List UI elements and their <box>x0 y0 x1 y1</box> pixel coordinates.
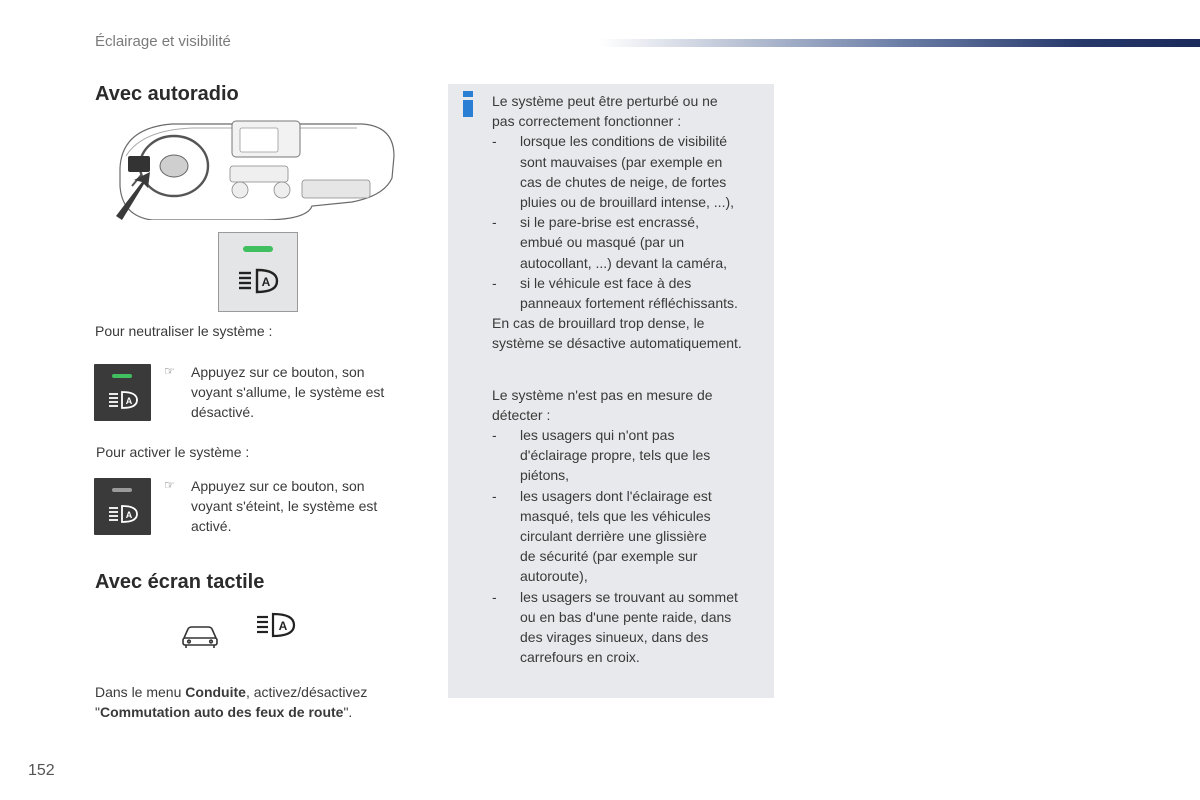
auto-high-beam-icon <box>108 390 140 410</box>
list-line: les usagers se trouvant au sommet <box>520 588 738 605</box>
section-title: Éclairage et visibilité <box>95 33 231 50</box>
enable-step <box>191 476 421 537</box>
enable-step-line: voyant s'éteint, le système est <box>191 498 378 515</box>
list-line: autocollant, ...) devant la caméra, <box>520 254 727 271</box>
car-icon <box>180 622 220 650</box>
info-line: détecter : <box>492 406 551 423</box>
auto-high-beam-icon <box>237 267 281 295</box>
list-line: les usagers qui n'ont pas <box>520 427 675 444</box>
disable-intro: Pour neutraliser le système : <box>95 323 273 339</box>
list-line: autoroute), <box>520 568 588 585</box>
heading-autoradio: Avec autoradio <box>95 83 239 105</box>
list-item <box>492 212 772 273</box>
indicator-led-off <box>112 488 132 492</box>
indicator-led-large <box>243 246 273 252</box>
menu-option-name: Commutation auto des feux de route <box>99 704 344 721</box>
list-item <box>492 425 772 486</box>
quote-open: " <box>95 704 100 721</box>
list-line: piétons, <box>520 467 570 484</box>
menu-text: Dans le menu <box>95 684 186 700</box>
info-content <box>492 91 772 667</box>
svg-text:A: A <box>278 619 288 633</box>
finger-pointer-icon: ☞ <box>164 364 175 378</box>
list-line: des virages sinueux, dans des <box>520 629 709 646</box>
dash-bullet: - <box>492 487 497 504</box>
header-gradient-bar <box>600 39 1200 47</box>
info-line: pas correctement fonctionner : <box>492 113 682 130</box>
quote-close: ". <box>343 704 353 721</box>
list-line: si le pare-brise est encrassé, <box>520 214 699 231</box>
enable-step-line: Appuyez sur ce bouton, son <box>191 478 365 494</box>
menu-instruction-line-1 <box>95 682 435 702</box>
list-line: circulant derrière une glissière <box>520 528 707 545</box>
list-line: embué ou masqué (par un <box>520 234 685 251</box>
auto-high-beam-icon <box>255 612 297 640</box>
list-item <box>492 131 772 212</box>
info-icon <box>463 91 473 117</box>
enable-step-line: activé. <box>191 518 232 535</box>
page-number: 152 <box>28 762 55 779</box>
list-item <box>492 273 772 313</box>
auto-high-beam-button-large <box>218 232 298 312</box>
list-line: lorsque les conditions de visibilité <box>520 133 727 150</box>
indicator-led-on <box>112 374 132 378</box>
finger-pointer-icon: ☞ <box>164 478 175 492</box>
list-line: panneaux fortement réfléchissants. <box>520 295 738 312</box>
svg-text:A: A <box>125 510 133 520</box>
disable-step-line: Appuyez sur ce bouton, son <box>191 364 365 380</box>
dash-bullet: - <box>492 427 497 444</box>
undetected-users-list <box>492 425 772 667</box>
menu-text: , activez/désactivez <box>245 684 368 700</box>
list-line: de sécurité (par exemple sur <box>520 548 698 565</box>
dashboard-illustration <box>112 116 397 220</box>
list-line: carrefours en croix. <box>520 649 640 666</box>
list-item <box>492 587 772 668</box>
info-line: En cas de brouillard trop dense, le <box>492 315 705 332</box>
list-line: pluies ou de brouillard intense, ...), <box>520 194 735 211</box>
list-item <box>492 486 772 587</box>
menu-instruction <box>95 682 435 722</box>
dash-bullet: - <box>492 133 497 150</box>
disable-step <box>191 362 421 423</box>
list-line: si le véhicule est face à des <box>520 274 692 291</box>
dash-bullet: - <box>492 214 497 231</box>
info-line: Le système peut être perturbé ou ne <box>492 93 718 109</box>
list-line: ou en bas d'une pente raide, dans <box>520 608 732 625</box>
info-line: Le système n'est pas en mesure de <box>492 386 713 403</box>
visibility-conditions-list <box>492 131 772 313</box>
enable-intro: Pour activer le système : <box>96 444 250 460</box>
info-line: système se désactive automatiquement. <box>492 335 742 352</box>
svg-text:A: A <box>125 396 133 406</box>
auto-high-beam-button-on <box>94 364 151 421</box>
list-line: masqué, tels que les véhicules <box>520 507 711 524</box>
list-line: d'éclairage propre, tels que les <box>520 447 711 464</box>
list-line: cas de chutes de neige, de fortes <box>520 173 727 190</box>
heading-touchscreen: Avec écran tactile <box>95 571 265 593</box>
svg-text:A: A <box>261 275 271 289</box>
disable-step-line: désactivé. <box>191 404 255 421</box>
menu-instruction-line-2 <box>95 702 435 722</box>
auto-high-beam-icon <box>108 504 140 524</box>
dash-bullet: - <box>492 274 497 291</box>
list-line: sont mauvaises (par exemple en <box>520 153 723 170</box>
dash-bullet: - <box>492 588 497 605</box>
disable-step-line: voyant s'allume, le système est <box>191 384 385 401</box>
auto-high-beam-button-off <box>94 478 151 535</box>
list-line: les usagers dont l'éclairage est <box>520 487 712 504</box>
menu-name: Conduite <box>185 684 246 700</box>
